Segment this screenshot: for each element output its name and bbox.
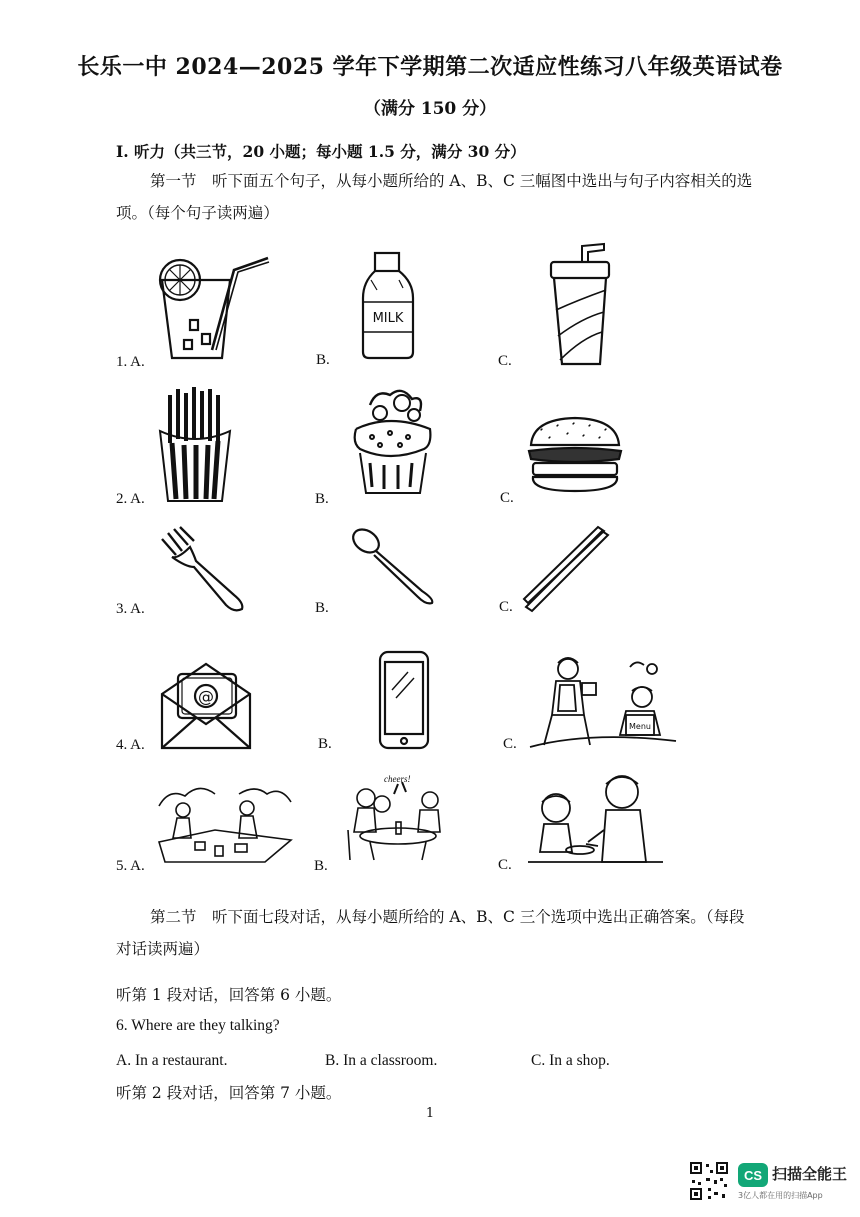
q3-option-c-label: C. <box>499 599 513 615</box>
q3-label: 3. A. <box>116 601 145 617</box>
chopsticks-icon <box>522 525 612 615</box>
page-number: 1 <box>425 1106 435 1121</box>
camscanner-logo: CS <box>738 1163 768 1187</box>
picnic-icon <box>155 780 295 865</box>
q5-option-c-label: C. <box>498 857 512 873</box>
q1-option-b-label: B. <box>316 352 330 368</box>
q2-option-b-label: B. <box>315 491 329 507</box>
part2-instruction-line2: 对话读两遍） <box>116 940 210 958</box>
friends-cheering-icon <box>340 770 455 862</box>
q5-label: 5. A. <box>116 858 145 874</box>
q6-option-c: C. In a shop. <box>531 1052 610 1069</box>
exam-title: 长乐一中 2024—2025 学年下学期第二次适应性练习八年级英语试卷 <box>77 54 783 80</box>
qr-code-icon <box>688 1160 730 1202</box>
scanner-tagline: 3亿人都在用的扫描App <box>738 1191 823 1200</box>
fried-chicken-bucket-icon <box>350 383 435 498</box>
scanner-app-name: 扫描全能王 <box>772 1165 848 1183</box>
boy-and-man-eating-icon <box>528 770 663 865</box>
exam-subtitle: （满分 150 分） <box>363 99 497 119</box>
q2-label: 2. A. <box>116 491 145 507</box>
q6-option-a: A. In a restaurant. <box>116 1052 228 1069</box>
juice-glass-icon <box>150 250 275 365</box>
dialogue1-intro: 听第 1 段对话，回答第 6 小题。 <box>116 986 342 1004</box>
svg-text:@: @ <box>198 687 214 706</box>
part1-instruction-line1: 第一节 听下面五个句子，从每小题所给的 A、B、C 三幅图中选出与句子内容相关的选 <box>150 172 753 190</box>
q4-label: 4. A. <box>116 737 145 753</box>
q2-option-c-label: C. <box>500 490 514 506</box>
mobile-phone-icon <box>378 650 430 750</box>
cheers-text: cheers! <box>384 774 411 784</box>
q4-option-b-label: B. <box>318 736 332 752</box>
q1-label: 1. A. <box>116 354 145 370</box>
part2-instruction-line1: 第二节 听下面七段对话，从每小题所给的 A、B、C 三个选项中选出正确答案。（每段 <box>150 908 745 926</box>
milk-bottle-icon <box>355 250 420 362</box>
part1-instruction-line2: 项。（每个句子读两遍） <box>116 204 279 222</box>
dialogue2-intro: 听第 2 段对话，回答第 7 小题。 <box>116 1084 342 1102</box>
french-fries-icon <box>156 383 234 505</box>
section-heading: I. 听力（共三节，20 小题；每小题 1.5 分，满分 30 分） <box>116 142 526 161</box>
email-envelope-icon <box>158 660 253 752</box>
q5-option-b-label: B. <box>314 858 328 874</box>
soda-cup-icon <box>548 240 613 368</box>
waiter-and-customer-icon <box>530 655 680 750</box>
milk-text: MILK <box>372 311 404 326</box>
menu-text: Menu <box>629 722 651 731</box>
q6-question: 6. Where are they talking? <box>116 1017 280 1034</box>
q1-option-c-label: C. <box>498 353 512 369</box>
hamburger-icon <box>527 415 623 493</box>
q4-option-c-label: C. <box>503 736 517 752</box>
spoon-icon <box>350 525 440 605</box>
q3-option-b-label: B. <box>315 600 329 616</box>
fork-icon <box>158 525 248 615</box>
q6-option-b: B. In a classroom. <box>325 1052 438 1069</box>
